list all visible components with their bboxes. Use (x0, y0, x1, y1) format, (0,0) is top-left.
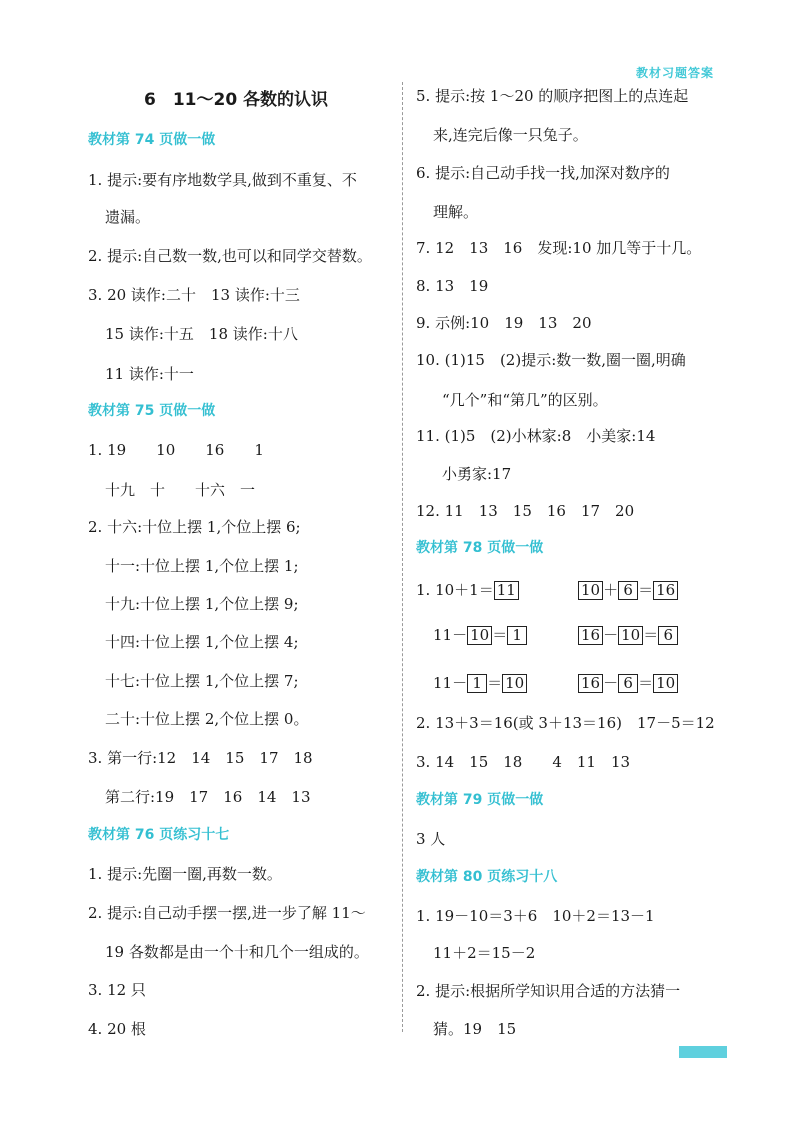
equation-row-2b (578, 625, 678, 645)
answer-box: 16 (653, 581, 678, 600)
answer-line: 3. 第一行:12 14 15 17 18 (88, 749, 313, 767)
answer-line: 11＋2＝15－2 (433, 944, 536, 962)
answer-box: 10 (578, 581, 603, 600)
answer-line: 5. 提示:按 1～20 的顺序把图上的点连起 (416, 87, 689, 105)
answer-line: 1. 19－10＝3＋6 10＋2＝13－1 (416, 907, 655, 925)
operator: ＝ (492, 626, 508, 644)
answer-box: 1 (507, 626, 527, 645)
answer-line: 12. 11 13 15 16 17 20 (416, 502, 635, 520)
item-number: 1. (416, 581, 436, 599)
answer-box: 16 (578, 674, 603, 693)
equation-row-3b (578, 673, 678, 693)
answer-line: 1. 19 10 16 1 (88, 441, 264, 459)
answer-line: 十七:十位上摆 1,个位上摆 7; (105, 672, 299, 690)
answer-line: 19 各数都是由一个十和几个一组成的。 (105, 943, 369, 961)
answer-line: 3 人 (416, 830, 446, 848)
answer-line: 4. 20 根 (88, 1020, 146, 1038)
section-heading-p76: 教材第 76 页练习十七 (88, 827, 230, 843)
answer-line: 理解。 (433, 203, 479, 221)
answer-box: 10 (467, 626, 492, 645)
section-heading-p75: 教材第 75 页做一做 (88, 403, 216, 419)
equation-row-2 (433, 625, 527, 645)
section-heading-p80: 教材第 80 页练习十八 (416, 869, 558, 885)
answer-line: 7. 12 13 16 发现:10 加几等于十几。 (416, 239, 702, 257)
answer-box: 16 (578, 626, 603, 645)
operator: ＋ (603, 581, 619, 599)
answer-box: 6 (618, 581, 638, 600)
operator: ＝ (487, 674, 503, 692)
answer-line: 来,连完后像一只兔子。 (433, 126, 588, 144)
answer-box: 1 (467, 674, 487, 693)
page-number-badge (679, 1046, 727, 1058)
answer-line: 二十:十位上摆 2,个位上摆 0。 (105, 710, 309, 728)
header-label: 教材习题答案 (636, 66, 715, 80)
answer-line: “几个”和“第几”的区别。 (442, 391, 608, 409)
answer-line: 十一:十位上摆 1,个位上摆 1; (105, 557, 299, 575)
section-heading-p74: 教材第 74 页做一做 (88, 132, 216, 148)
answer-line: 1. 提示:要有序地数学具,做到不重复、不 (88, 171, 357, 189)
answer-line: 3. 12 只 (88, 981, 146, 999)
operator: ＝ (638, 674, 654, 692)
answer-line: 2. 提示:根据所学知识用合适的方法猜一 (416, 982, 681, 1000)
answer-line: 2. 13＋3＝16(或 3＋13＝16) 17－5＝12 (416, 714, 715, 732)
section-heading-p78: 教材第 78 页做一做 (416, 540, 544, 556)
equation-text: 10＋1＝ (435, 581, 494, 599)
answer-line: 15 读作:十五 18 读作:十八 (105, 325, 298, 343)
section-title: 6 11～20 各数的认识 (144, 90, 329, 110)
answer-line: 遗漏。 (105, 208, 151, 226)
answer-line: 9. 示例:10 19 13 20 (416, 314, 592, 332)
operator: － (603, 626, 619, 644)
answer-line: 11 读作:十一 (105, 365, 194, 383)
answer-line: 2. 提示:自己数一数,也可以和同学交替数。 (88, 247, 372, 265)
equation-text: 11－ (433, 674, 468, 692)
answer-line: 10. (1)15 (2)提示:数一数,圈一圈,明确 (416, 351, 686, 369)
answer-box: 10 (653, 674, 678, 693)
operator: － (603, 674, 619, 692)
answer-line: 十四:十位上摆 1,个位上摆 4; (105, 633, 299, 651)
answer-box: 6 (618, 674, 638, 693)
operator: ＝ (638, 581, 654, 599)
equation-row-1b (578, 580, 678, 600)
answer-box: 11 (494, 581, 519, 600)
answer-box: 10 (502, 674, 527, 693)
answer-line: 1. 提示:先圈一圈,再数一数。 (88, 865, 282, 883)
answer-line: 11. (1)5 (2)小林家:8 小美家:14 (416, 427, 656, 445)
answer-line: 小勇家:17 (442, 465, 512, 483)
answer-box: 6 (658, 626, 678, 645)
equation-row-1 (416, 580, 519, 600)
answer-line: 3. 20 读作:二十 13 读作:十三 (88, 286, 300, 304)
answer-line: 十九 十 十六 一 (105, 481, 256, 499)
answer-line: 猜。19 15 (433, 1020, 517, 1038)
column-divider (402, 82, 403, 1032)
answer-line: 第二行:19 17 16 14 13 (105, 788, 311, 806)
answer-line: 十九:十位上摆 1,个位上摆 9; (105, 595, 299, 613)
equation-row-3 (433, 673, 527, 693)
answer-line: 3. 14 15 18 4 11 13 (416, 753, 631, 771)
answer-line: 6. 提示:自己动手找一找,加深对数序的 (416, 164, 670, 182)
equation-text: 11－ (433, 626, 468, 644)
operator: ＝ (643, 626, 659, 644)
answer-line: 8. 13 19 (416, 277, 489, 295)
answer-line: 2. 十六:十位上摆 1,个位上摆 6; (88, 518, 301, 536)
section-heading-p79: 教材第 79 页做一做 (416, 792, 544, 808)
answer-box: 10 (618, 626, 643, 645)
answer-line: 2. 提示:自己动手摆一摆,进一步了解 11～ (88, 904, 366, 922)
